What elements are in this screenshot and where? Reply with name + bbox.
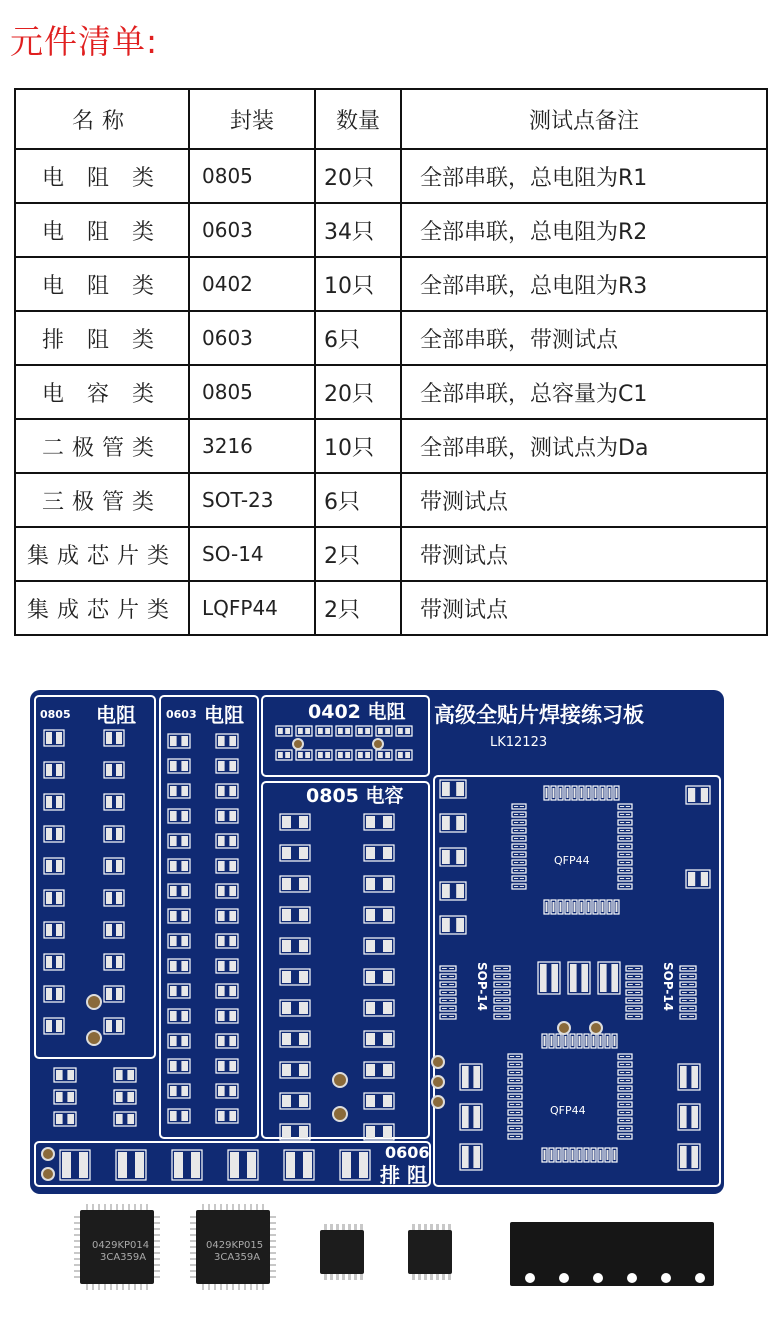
- chip-pin: [154, 1252, 160, 1254]
- chip-pin: [250, 1284, 252, 1290]
- chip-pin: [190, 1222, 196, 1224]
- cell-qty: 6只: [315, 311, 401, 365]
- chip-pin: [256, 1204, 258, 1210]
- chip-pin: [270, 1270, 276, 1272]
- chip-pin: [74, 1258, 80, 1260]
- qfp2-marking-2: 3CA359A: [214, 1252, 261, 1263]
- chip-pin: [190, 1270, 196, 1272]
- chip-pin: [418, 1224, 421, 1230]
- chip-pin: [110, 1204, 112, 1210]
- chip-pin: [208, 1204, 210, 1210]
- chip-pin: [214, 1284, 216, 1290]
- test-point: [432, 1056, 444, 1068]
- test-point: [432, 1096, 444, 1108]
- cell-note: 全部串联，带测试点: [401, 311, 767, 365]
- chip-pin: [354, 1224, 357, 1230]
- chip-pin: [128, 1204, 130, 1210]
- chip-pin: [74, 1216, 80, 1218]
- header-package: 封装: [189, 89, 315, 149]
- chip-pin: [74, 1276, 80, 1278]
- chip-pin: [74, 1234, 80, 1236]
- chip-pin: [154, 1222, 160, 1224]
- test-point: [42, 1168, 54, 1180]
- chip-pin: [256, 1284, 258, 1290]
- chip-pin: [190, 1276, 196, 1278]
- cell-note: 全部串联，总容量为C1: [401, 365, 767, 419]
- table-row: [15, 257, 767, 311]
- chip-pin: [116, 1204, 118, 1210]
- chip-pin: [122, 1284, 124, 1290]
- tape-hole: [695, 1273, 705, 1283]
- chip-pin: [154, 1276, 160, 1278]
- cell-note: 全部串联，测试点为Da: [401, 419, 767, 473]
- chip-pin: [74, 1270, 80, 1272]
- chip-pin: [270, 1216, 276, 1218]
- chip-pin: [270, 1234, 276, 1236]
- chip-pin: [140, 1284, 142, 1290]
- cell-qty: 2只: [315, 581, 401, 635]
- cell-package: 0402: [189, 257, 315, 311]
- chip-pin: [154, 1258, 160, 1260]
- chip-pin: [442, 1224, 445, 1230]
- cell-note: 全部串联，总电阻为R3: [401, 257, 767, 311]
- table-row: [15, 365, 767, 419]
- chip-pin: [270, 1258, 276, 1260]
- chip-pin: [270, 1240, 276, 1242]
- chip-pin: [190, 1264, 196, 1266]
- cell-qty: 20只: [315, 365, 401, 419]
- chip-pin: [232, 1284, 234, 1290]
- label-qfp-top: QFP44: [554, 854, 590, 867]
- cell-package: 3216: [189, 419, 315, 473]
- chip-pin: [424, 1224, 427, 1230]
- chip-pin: [134, 1284, 136, 1290]
- test-point: [558, 1022, 570, 1034]
- chip-pin: [154, 1216, 160, 1218]
- cell-name: 集成芯片类: [15, 581, 189, 635]
- chip-pin: [154, 1270, 160, 1272]
- tape-hole: [661, 1273, 671, 1283]
- cell-package: 0603: [189, 311, 315, 365]
- cell-qty: 20只: [315, 149, 401, 203]
- chip-pin: [448, 1224, 451, 1230]
- chip-pin: [190, 1252, 196, 1254]
- cell-package: SO-14: [189, 527, 315, 581]
- page-title: 元件清单:: [10, 22, 159, 61]
- chip-pin: [270, 1264, 276, 1266]
- chip-pin: [134, 1204, 136, 1210]
- chip-pin: [330, 1274, 333, 1280]
- chip-pin: [86, 1284, 88, 1290]
- chip-pin: [330, 1224, 333, 1230]
- chip-pin: [442, 1274, 445, 1280]
- label-0805-size: 0805: [40, 708, 71, 721]
- chip-pin: [360, 1274, 363, 1280]
- bom-table: [14, 88, 768, 636]
- test-point: [87, 1031, 101, 1045]
- cell-note: 带测试点: [401, 527, 767, 581]
- chip-pin: [250, 1204, 252, 1210]
- cell-note: 带测试点: [401, 581, 767, 635]
- chip-pin: [336, 1224, 339, 1230]
- chip-pin: [262, 1204, 264, 1210]
- test-point: [333, 1073, 347, 1087]
- chip-pin: [262, 1284, 264, 1290]
- chip-pin: [244, 1284, 246, 1290]
- test-point: [333, 1107, 347, 1121]
- pcb-board: [30, 690, 724, 1194]
- test-point: [293, 739, 303, 749]
- cell-qty: 34只: [315, 203, 401, 257]
- chip-pin: [244, 1204, 246, 1210]
- chip-pin: [270, 1222, 276, 1224]
- cell-note: 全部串联，总电阻为R2: [401, 203, 767, 257]
- chip-pin: [190, 1240, 196, 1242]
- chip-pin: [360, 1224, 363, 1230]
- cell-note: 全部串联，总电阻为R1: [401, 149, 767, 203]
- chip-pin: [140, 1204, 142, 1210]
- chip-pin: [270, 1246, 276, 1248]
- chip-pin: [74, 1228, 80, 1230]
- test-point: [432, 1076, 444, 1088]
- chip-pin: [116, 1284, 118, 1290]
- test-point: [87, 995, 101, 1009]
- chip-pin: [412, 1274, 415, 1280]
- cell-qty: 10只: [315, 257, 401, 311]
- chip-body: [510, 1222, 714, 1286]
- chip-body: [320, 1230, 364, 1274]
- chip-pin: [324, 1224, 327, 1230]
- chip-pin: [238, 1284, 240, 1290]
- label-0805-capacitor: 0805 电容: [306, 785, 404, 807]
- chip-pin: [128, 1284, 130, 1290]
- cell-name: 二极管类: [15, 419, 189, 473]
- chip-pin: [190, 1234, 196, 1236]
- chip-pin: [238, 1204, 240, 1210]
- header-name: 名称: [15, 89, 189, 149]
- chip-pin: [436, 1274, 439, 1280]
- cell-qty: 2只: [315, 527, 401, 581]
- chip-pin: [98, 1284, 100, 1290]
- chip-pin: [208, 1284, 210, 1290]
- cell-name: 电 容 类: [15, 365, 189, 419]
- cell-package: SOT-23: [189, 473, 315, 527]
- chip-pin: [342, 1224, 345, 1230]
- cell-package: 0805: [189, 149, 315, 203]
- chip-pin: [190, 1228, 196, 1230]
- chip-pin: [418, 1274, 421, 1280]
- cell-name: 三极管类: [15, 473, 189, 527]
- chip-pin: [74, 1264, 80, 1266]
- chip-pin: [348, 1274, 351, 1280]
- chip-body: [408, 1230, 452, 1274]
- chip-pin: [92, 1284, 94, 1290]
- chip-pin: [424, 1274, 427, 1280]
- tape-hole: [525, 1273, 535, 1283]
- chip-pin: [154, 1228, 160, 1230]
- label-0402-resistor: 0402 电阻: [308, 701, 406, 723]
- label-0603-size: 0603: [166, 708, 197, 721]
- cell-qty: 6只: [315, 473, 401, 527]
- cell-note: 带测试点: [401, 473, 767, 527]
- chip-pin: [154, 1246, 160, 1248]
- cell-name: 排 阻 类: [15, 311, 189, 365]
- chip-pin: [220, 1204, 222, 1210]
- chip-pin: [146, 1204, 148, 1210]
- cell-name: 电 阻 类: [15, 203, 189, 257]
- table-row: [15, 149, 767, 203]
- chip-pin: [232, 1204, 234, 1210]
- chip-pin: [122, 1204, 124, 1210]
- chip-pin: [202, 1284, 204, 1290]
- table-row: [15, 581, 767, 635]
- label-array-size: 0606: [385, 1143, 430, 1162]
- test-point: [590, 1022, 602, 1034]
- chip-pin: [110, 1284, 112, 1290]
- chip-pin: [190, 1246, 196, 1248]
- tape-hole: [559, 1273, 569, 1283]
- test-point: [42, 1148, 54, 1160]
- chip-pin: [430, 1224, 433, 1230]
- board-model: LK12123: [490, 735, 548, 750]
- label-0603-resistor: 电阻: [204, 703, 244, 727]
- chip-pin: [74, 1240, 80, 1242]
- table-row: [15, 419, 767, 473]
- label-0805-resistor: 电阻: [96, 703, 136, 727]
- chip-pin: [154, 1264, 160, 1266]
- chip-pin: [270, 1276, 276, 1278]
- cell-package: LQFP44: [189, 581, 315, 635]
- cell-name: 集成芯片类: [15, 527, 189, 581]
- chip-pin: [154, 1234, 160, 1236]
- chip-pin: [226, 1204, 228, 1210]
- chip-pin: [342, 1274, 345, 1280]
- chip-pin: [324, 1274, 327, 1280]
- table-row: [15, 473, 767, 527]
- header-note: 测试点备注: [401, 89, 767, 149]
- chip-pin: [436, 1224, 439, 1230]
- chip-pin: [98, 1204, 100, 1210]
- chip-pin: [74, 1222, 80, 1224]
- chip-pin: [202, 1204, 204, 1210]
- table-row: [15, 203, 767, 257]
- chip-pin: [86, 1204, 88, 1210]
- component-photos: [0, 1200, 780, 1310]
- chip-pin: [336, 1274, 339, 1280]
- cell-name: 电 阻 类: [15, 149, 189, 203]
- test-point: [373, 739, 383, 749]
- chip-pin: [104, 1284, 106, 1290]
- chip-pin: [348, 1224, 351, 1230]
- chip-pin: [270, 1228, 276, 1230]
- tape-hole: [627, 1273, 637, 1283]
- chip-pin: [220, 1284, 222, 1290]
- chip-pin: [214, 1204, 216, 1210]
- cell-name: 电 阻 类: [15, 257, 189, 311]
- label-qfp-bottom: QFP44: [550, 1104, 586, 1117]
- label-sop-left: SOP-14: [475, 962, 489, 1012]
- qfp1-marking-2: 3CA359A: [100, 1252, 147, 1263]
- chip-pin: [190, 1216, 196, 1218]
- chip-pin: [146, 1284, 148, 1290]
- chip-pin: [74, 1252, 80, 1254]
- tape-hole: [593, 1273, 603, 1283]
- chip-pin: [354, 1274, 357, 1280]
- chip-pin: [74, 1246, 80, 1248]
- table-header-row: [15, 89, 767, 149]
- chip-pin: [226, 1284, 228, 1290]
- cell-qty: 10只: [315, 419, 401, 473]
- header-qty: 数量: [315, 89, 401, 149]
- qfp2-marking-1: 0429KP015: [206, 1240, 264, 1251]
- cell-package: 0805: [189, 365, 315, 419]
- chip-pin: [412, 1224, 415, 1230]
- chip-pin: [104, 1204, 106, 1210]
- chip-pin: [92, 1204, 94, 1210]
- chip-pin: [154, 1240, 160, 1242]
- table-row: [15, 527, 767, 581]
- chip-pin: [448, 1274, 451, 1280]
- chip-pin: [270, 1252, 276, 1254]
- label-sop-right: SOP-14: [661, 962, 675, 1012]
- board-title: 高级全贴片焊接练习板: [434, 703, 644, 727]
- chip-pin: [430, 1274, 433, 1280]
- qfp1-marking-1: 0429KP014: [92, 1240, 150, 1251]
- chip-pin: [190, 1258, 196, 1260]
- label-array-resistor: 排 阻: [380, 1163, 427, 1187]
- cell-package: 0603: [189, 203, 315, 257]
- table-row: [15, 311, 767, 365]
